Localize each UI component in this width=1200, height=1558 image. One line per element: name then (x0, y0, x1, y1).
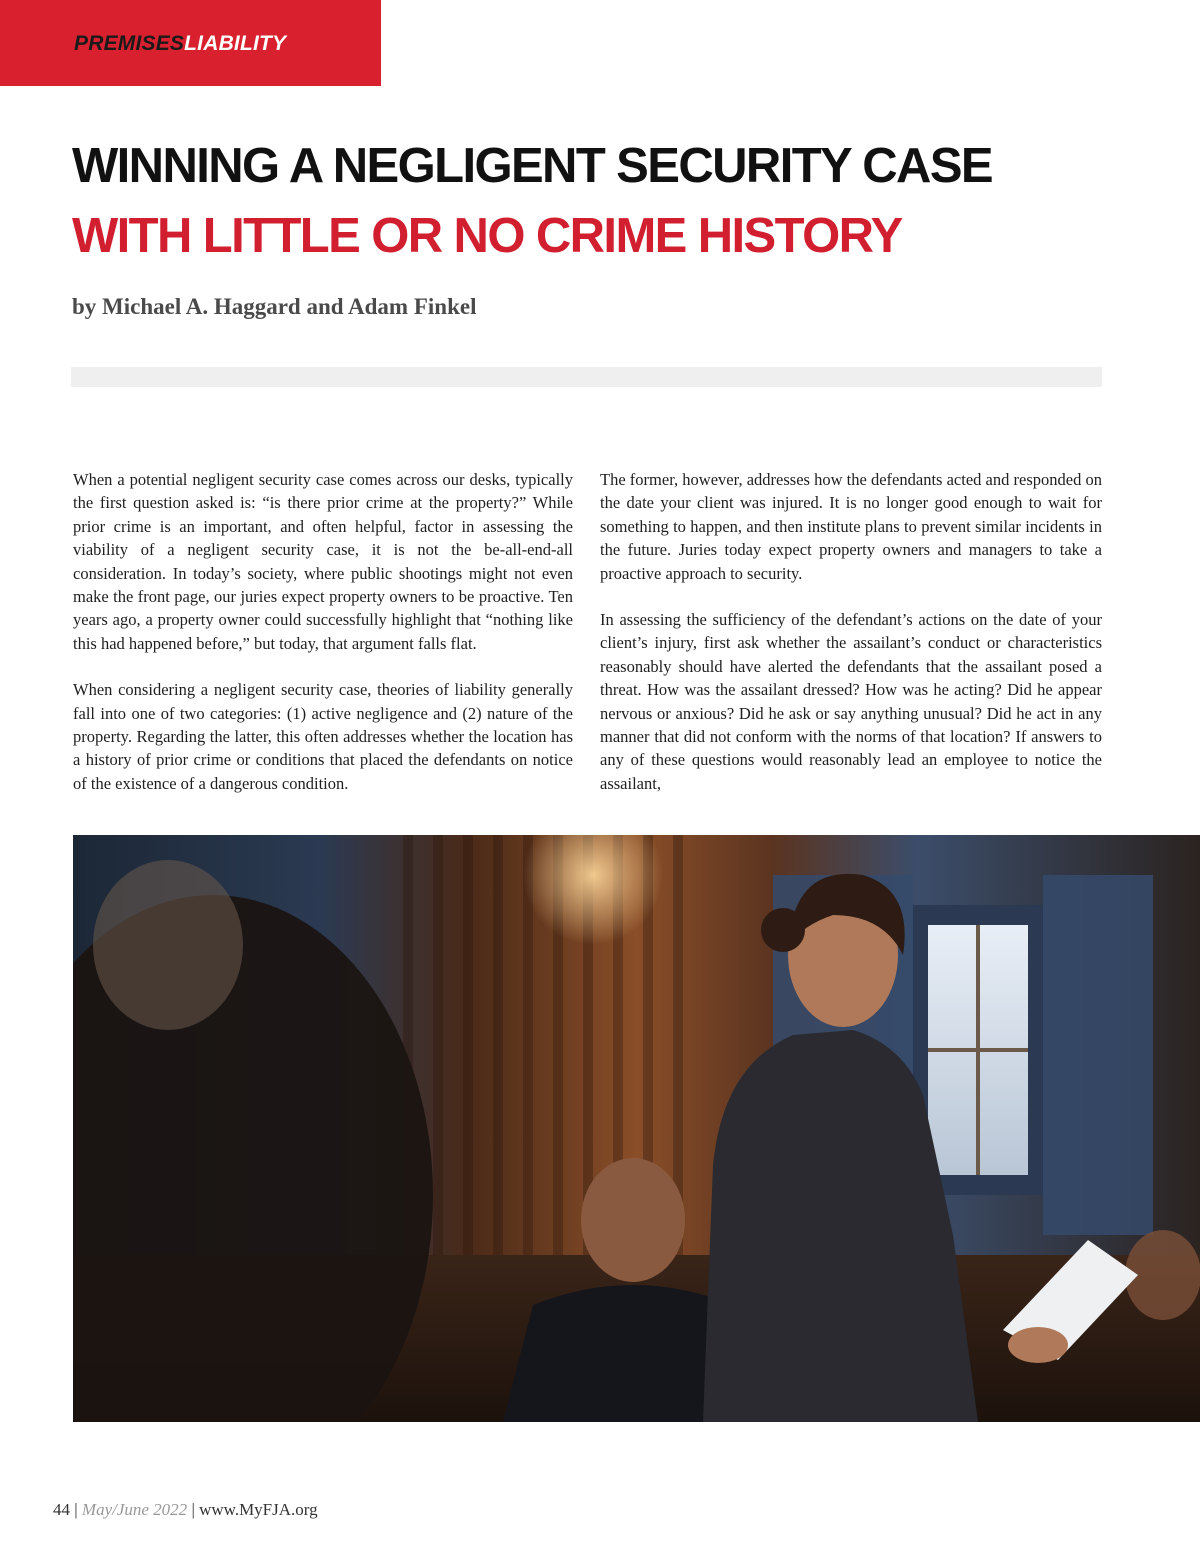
issue-date: May/June 2022 (81, 1500, 188, 1519)
page-footer (53, 1500, 318, 1520)
byline: by Michael A. Haggard and Adam Finkel (72, 294, 477, 319)
paragraph: When a potential negligent security case comes across our desks, typically the first question asked is: “is there prior crime at the property?” While prior crime is an important, and often helpful, factor in assessing the viability of a negligent security case, it is not the be-all-end-all consideration. In today’s society, where public shootings might not even make the front page, our juries expect property owners to be proactive. Ten years ago, a property owner could successfully highlight that “nothing like this had happened before,” but today, that argument falls flat. (73, 470, 573, 653)
article-column-left (73, 468, 573, 818)
section-tag-word-premises: PREMISES (74, 32, 185, 55)
paragraph: The former, however, addresses how the defendants acted and responded on the date your client was injured. It is no longer good enough to wait for something to happen, and then institute plans to prevent similar incidents in the future. Juries today expect property owners and managers to take a proactive approach to security. (600, 470, 1102, 583)
courtroom-photo (73, 835, 1200, 1422)
page-number: 44 (53, 1500, 70, 1519)
website-link[interactable]: www.MyFJA.org (199, 1500, 318, 1519)
section-tag (0, 0, 381, 86)
footer-separator: | (74, 1500, 78, 1519)
section-tag-label (74, 32, 286, 56)
headline-line-1: WINNING A NEGLIGENT SECURITY CASE (72, 139, 992, 193)
article-column-right (600, 468, 1102, 818)
divider-bar (71, 367, 1102, 387)
paragraph: In assessing the sufficiency of the defendant’s actions on the date of your client’s injury, first ask whether the assailant’s conduct or characteristics reasonably should have alerted the defendants that the assailant posed a threat. How was the assailant dressed? How was he acting? Did he appear nervous or anxious? Did he ask or say anything unusual? Did he act in any manner that did not conform with the norms of that location? If answers to any of these questions would reasonably lead an employee to notice the assailant, (600, 610, 1102, 793)
headline-line-2: WITH LITTLE OR NO CRIME HISTORY (72, 209, 902, 263)
section-tag-word-liability: LIABILITY (184, 32, 287, 55)
footer-separator: | (191, 1500, 195, 1519)
paragraph: When considering a negligent security case, theories of liability generally fall into one of two categories: (1) active negligence and (2) nature of the property. Regarding the latter, this often addresses whether the location has a history of prior crime or conditions that placed the defendants on notice of the existence of a dangerous condition. (73, 680, 573, 793)
